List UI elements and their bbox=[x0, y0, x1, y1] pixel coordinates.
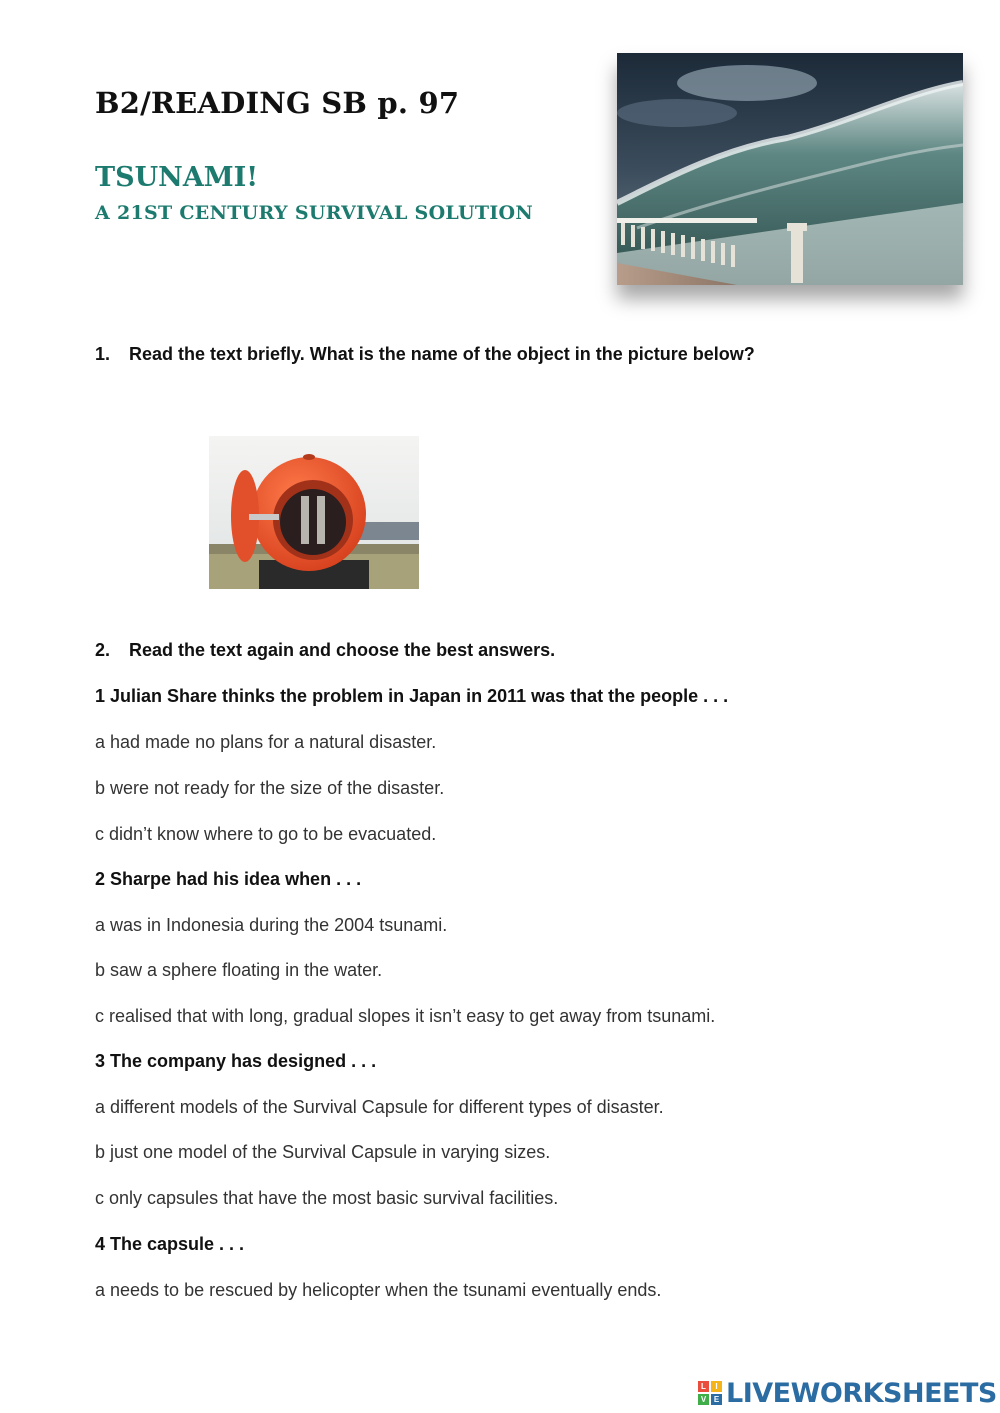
mc-question-2-option-c[interactable]: c realised that with long, gradual slopes it isn’t easy to get away from tsunami. bbox=[95, 1006, 716, 1026]
tsunami-wave-image bbox=[617, 53, 963, 285]
question-1-number: 1. bbox=[95, 344, 111, 364]
mc-question-2: 2 Sharpe had his idea when . . . bbox=[95, 869, 362, 889]
mc-question-3-option-b[interactable]: b just one model of the Survival Capsule in varying sizes. bbox=[95, 1142, 551, 1162]
mc-question-1: 1 Julian Share thinks the problem in Japan in 2011 was that the people . . . bbox=[95, 686, 729, 706]
page-heading: B2/READING SB p. 97 bbox=[95, 86, 460, 120]
mc-question-3-option-c[interactable]: c only capsules that have the most basic survival facilities. bbox=[95, 1188, 559, 1208]
mc-question-4-option-a[interactable]: a needs to be rescued by helicopter when the tsunami eventually ends. bbox=[95, 1280, 662, 1300]
mc-question-1-option-b[interactable]: b were not ready for the size of the disaster. bbox=[95, 778, 445, 798]
question-1-text: Read the text briefly. What is the name of the object in the picture below? bbox=[129, 344, 755, 364]
liveworksheets-logo[interactable] bbox=[698, 1375, 997, 1411]
logo-letter-e: E bbox=[711, 1394, 722, 1405]
mc-question-4: 4 The capsule . . . bbox=[95, 1234, 245, 1254]
logo-text: LIVEWORKSHEETS bbox=[726, 1377, 997, 1409]
logo-mark-icon bbox=[698, 1381, 722, 1405]
logo-letter-i: I bbox=[711, 1381, 722, 1392]
logo-letter-l: L bbox=[698, 1381, 709, 1392]
mc-question-1-option-a[interactable]: a had made no plans for a natural disaster. bbox=[95, 732, 437, 752]
question-2-instruction bbox=[95, 640, 555, 661]
page-subtitle: A 21ST CENTURY SURVIVAL SOLUTION bbox=[95, 202, 534, 224]
question-2-number: 2. bbox=[95, 640, 111, 660]
mc-question-2-option-b[interactable]: b saw a sphere floating in the water. bbox=[95, 960, 383, 980]
survival-capsule-image bbox=[209, 436, 419, 589]
mc-question-1-option-c[interactable]: c didn’t know where to go to be evacuated. bbox=[95, 824, 437, 844]
logo-letter-v: V bbox=[698, 1394, 709, 1405]
mc-question-3: 3 The company has designed . . . bbox=[95, 1051, 377, 1071]
question-2-text: Read the text again and choose the best answers. bbox=[129, 640, 556, 660]
page-title: TSUNAMI! bbox=[95, 162, 259, 193]
mc-question-2-option-a[interactable]: a was in Indonesia during the 2004 tsunami. bbox=[95, 915, 448, 935]
mc-question-3-option-a[interactable]: a different models of the Survival Capsule for different types of disaster. bbox=[95, 1097, 664, 1117]
question-1-instruction bbox=[95, 344, 755, 365]
